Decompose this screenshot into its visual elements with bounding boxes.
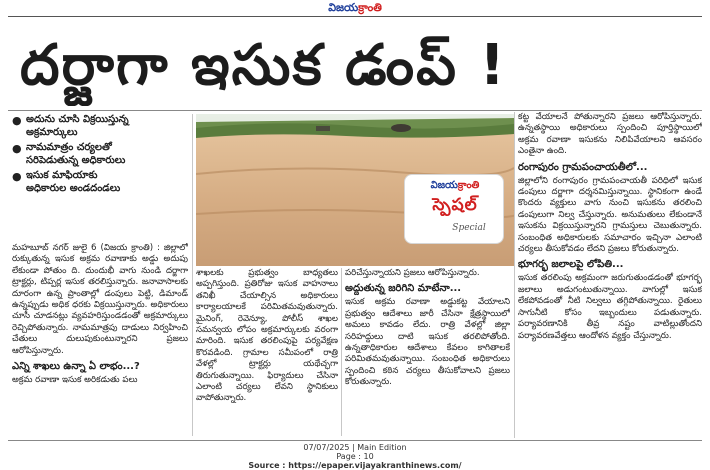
article-column-middle-2 (345, 268, 510, 436)
bullet-dot-icon: ● (12, 170, 22, 183)
article-paragraph: ఇసుక తరలింపు అక్రమంగా జరుగుతుండడంతో భూగర్భ జలాలు అడుగంటుతున్నాయి. వాగుల్లో ఇసుక లేకపోవడంతో నీటి నిల్వలు తగ్గిపోతున్నాయి. రైతులు సాగునీటి కోసం ఇబ్బందులు పడుతున్నారు. పర్యావరణానికి తీవ్ర నష్టం వాటిల్లుతోందని పర్యావరణవేత్తలు ఆందోళన వ్యక్తం చేస్తున్నారు. (518, 273, 702, 341)
page-footer (0, 440, 710, 470)
bullet-text: నామమాత్రం చర్యలతో సరిపెడుతున్న అధికారులు (26, 142, 126, 166)
bullet-dot-icon: ● (12, 114, 22, 127)
badge-logo-part2: క్రాంతి (457, 180, 480, 191)
footer-page-number: Page : 10 (336, 452, 374, 461)
headline-rule (8, 110, 702, 111)
article-paragraph: శాఖలకు ప్రభుత్వం బాధ్యతలు అప్పగిస్తుంది. ప్రతిరోజు ఇసుక వాహనాలు తనిఖీ చేయాల్సిన అధికారులు కార్యాలయాలకే పరిమితమవుతున్నారు. మైనింగ్, రెవెన్యూ, పోలీస్ శాఖల సమన్వయ లోపం అక్రమార్కులకు వరంగా మారింది. ఇసుక తరలింపుపై పర్యవేక్షణ కొరవడింది. గ్రామాల సమీపంలో రాత్రి వేళల్లో ట్రాక్టర్లు యథేచ్ఛగా తిరుగుతున్నాయి. ఫిర్యాదులు చేసినా ఎలాంటి చర్యలు లేవని స్థానికులు వాపోతున్నారు. (196, 268, 338, 404)
column-divider (192, 114, 193, 436)
footer-rule (8, 440, 702, 441)
footer-date-edition: 07/07/2025 | Main Edition (303, 443, 407, 452)
article-column-middle-1 (196, 268, 338, 436)
bullet-text: ఇసుక మాఫియాకు అధికారుల అండదండలు (26, 170, 121, 194)
article-paragraph: మహబూబ్ నగర్ జులై 6 (విజయ క్రాంతి) : జిల్లాలో రుక్కుతున్న ఇసుక అక్రమ రవాణాకు అడ్డు అదుపు లేకుండా పోతుం ది. దుందుభీ వాగు నుండి దర్జాగా ట్రాక్టర్లు, టిప్పర్ల ఇసుక తరలిస్తున్నారు. జనావాసాలకు దూరంగా ఉన్న ప్రాంతాల్లో డంపులు పెట్టి, డిమాండ్ ఉన్నప్పుడు అధిక ధరకు విక్రయిస్తున్నారు. అధికారులు చూసీ చూడనట్లు వ్యవహరిస్తుండడంతో అక్రమార్కులు రెచ్చిపోతున్నారు. నామమాత్రపు దాడులు నిర్వహించి చేతులు దులుపుకుంటున్నారని ప్రజలు ఆరోపిస్తున్నారు. (12, 243, 188, 356)
article-subheading: అద్దుతున్న జరిగిని మాటేనా... (345, 283, 462, 295)
article-column-right (518, 112, 702, 438)
headline: దర్జాగా ఇసుక డంప్ ! (20, 33, 507, 98)
bullet-item (12, 114, 190, 139)
article-paragraph: జిల్లాలోని రంగాపురం గ్రామపంచాయతీ పరిధిలో ఇసుక డంపులు దర్జాగా దర్శనమిస్తున్నాయి. స్థానికంగా ఉండే కొందరు వ్యక్తులు వాగు నుంచి ఇసుకను తరలించి డంపులుగా నిల్వ చేస్తున్నారు. అనుమతులు లేకుండానే ఇసుకను విక్రయిస్తున్నారని గ్రామస్తులు చెబుతున్నారు. సంబంధిత అధికారులకు సమాచారం ఇచ్చినా ఎలాంటి చర్యలు తీసుకోవడం లేదని ప్రజలు కోరుతున్నారు. (518, 175, 702, 255)
masthead (0, 0, 710, 18)
badge-title: స్పెషల్ (432, 195, 478, 215)
badge-subtitle: Special (452, 223, 486, 233)
footer-source-link[interactable]: Source : https://epaper.vijayakranthinews.com/ (248, 461, 462, 470)
bullet-list (12, 114, 190, 198)
article-paragraph: పరిచేస్తున్నాయని ప్రజలు ఆరోపిస్తున్నారు. (345, 268, 480, 278)
article-subheading: భూగర్భ జలాలపై లోపితి... (518, 259, 624, 271)
column-divider (514, 112, 515, 438)
article-subheading: ఎన్ని శాఖలు ఉన్నా ఏ లాభం...? (12, 361, 140, 373)
bullet-item (12, 142, 190, 167)
logo-part1: విజయ (328, 1, 359, 14)
bullet-item (12, 170, 190, 195)
badge-logo-part1: విజయ (430, 180, 458, 191)
bullet-dot-icon: ● (12, 142, 22, 155)
bullet-text: అదును చూసి విక్రయిస్తున్న అక్రమార్కులు (26, 114, 129, 138)
special-badge (404, 174, 504, 244)
article-paragraph: కట్ట వేయాలనే పోతున్నారని ప్రజలు ఆరోపిస్తున్నారు. ఉన్నతస్థాయి అధికారులు స్పందించి పూర్తిస్థాయిలో అక్రమ రవాణా ఇసుకను నిలిపివేయాలని ఆవసరం ఎంతైనా ఉంది. (518, 112, 702, 157)
masthead-rule (8, 16, 702, 17)
article-subheading: రంగాపురం గ్రామపంచాయతీలో... (518, 161, 648, 173)
logo-part2: క్రాంతి (358, 1, 382, 14)
article-paragraph: అక్రమ రవాణా ఇసుక అరికడుతు పలు (12, 375, 138, 386)
article-column-left (12, 243, 188, 436)
column-divider (341, 268, 342, 436)
article-paragraph: ఇసుక అక్రమ రవాణా అడ్డుకట్ట వేయాలని ప్రభుత్వం ఆదేశాలు జారీ చేసినా క్షేత్రస్థాయిలో అమలు కావడం లేదు. రాత్రి వేళల్లో జిల్లా సరిహద్దులు దాటి ఇసుక తరలిపోతోంది. ఉన్నతాధికారుల ఆదేశాలు కేవలం కాగితాలకే పరిమితమవుతున్నాయి. సంబంధిత అధికారులు స్పందించి కఠిన చర్యలు తీసుకోవాలని ప్రజలు కోరుతున్నారు. (345, 297, 510, 388)
badge-logo (409, 179, 501, 193)
newspaper-logo (300, 1, 410, 15)
